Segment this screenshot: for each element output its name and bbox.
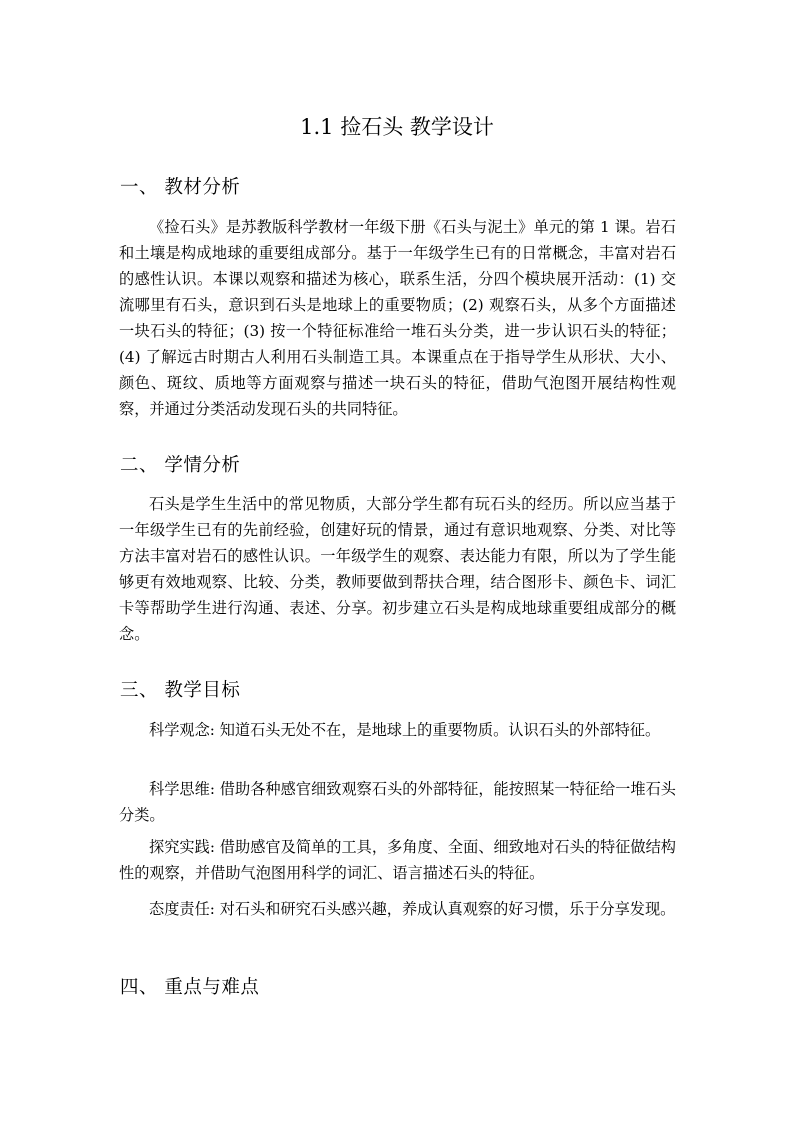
objective-scientific-concept: 科学观念: 知道石头无处不在，是地球上的重要物质。认识石头的外部特征。 (149, 721, 661, 739)
section-heading-student-analysis: 二、 学情分析 (120, 455, 241, 476)
objective-inquiry-practice: 探究实践: 借助感官及简单的工具，多角度、全面、细致地对石头的特征做结构性的观察，并借助气泡图用科学的词汇、语言描述石头的特征。 (119, 838, 676, 882)
paragraph-student-analysis: 石头是学生生活中的常见物质，大部分学生都有玩石头的经历。所以应当基于一年级学生已有的先前经验，创建好玩的情景，通过有意识地观察、分类、对比等方法丰富对岩石的感性认识。一年级学生的观察、表达能力有限，所以为了学生能够更有效地观察、比较、分类，教师要做到帮扶合理，结合图形卡、颜色卡、词汇卡等帮助学生进行沟通、表述、分享。初步建立石头是构成地球重要组成部分的概念。 (119, 495, 676, 643)
objective-scientific-thinking: 科学思维: 借助各种感官细致观察石头的外部特征，能按照某一特征给一堆石头分类。 (119, 780, 676, 824)
paragraph-textbook-analysis: 《捡石头》是苏教版科学教材一年级下册《石头与泥土》单元的第 1 课。岩石和土壤是构成地球的重要组成部分。基于一年级学生已有的日常概念，丰富对岩石的感性认识。本课以观察和描述为核心，联系生活，分四个模块展开活动：(1) 交流哪里有石头，意识到石头是地球上的重要物质；(2) 观察石头，从多个方面描述一块石头的特征；(3) 按一个特征标准给一堆石头分类，进一步认识石头的特征；(4) 了解远古时期古人利用石头制造工具。本课重点在于指导学生从形状、大小、颜色、斑纹、质地等方面观察与描述一块石头的特征，借助气泡图开展结构性观察，并通过分类活动发现石头的共同特征。 (119, 218, 676, 418)
objective-attitude-responsibility: 态度责任: 对石头和研究石头感兴趣，养成认真观察的好习惯，乐于分享发现。 (149, 900, 676, 918)
section-heading-key-points-difficulties: 四、 重点与难点 (120, 977, 260, 998)
document-title: 1.1 捡石头 教学设计 (300, 115, 494, 139)
section-heading-textbook-analysis: 一、 教材分析 (120, 177, 241, 198)
section-heading-teaching-objectives: 三、 教学目标 (120, 680, 241, 701)
